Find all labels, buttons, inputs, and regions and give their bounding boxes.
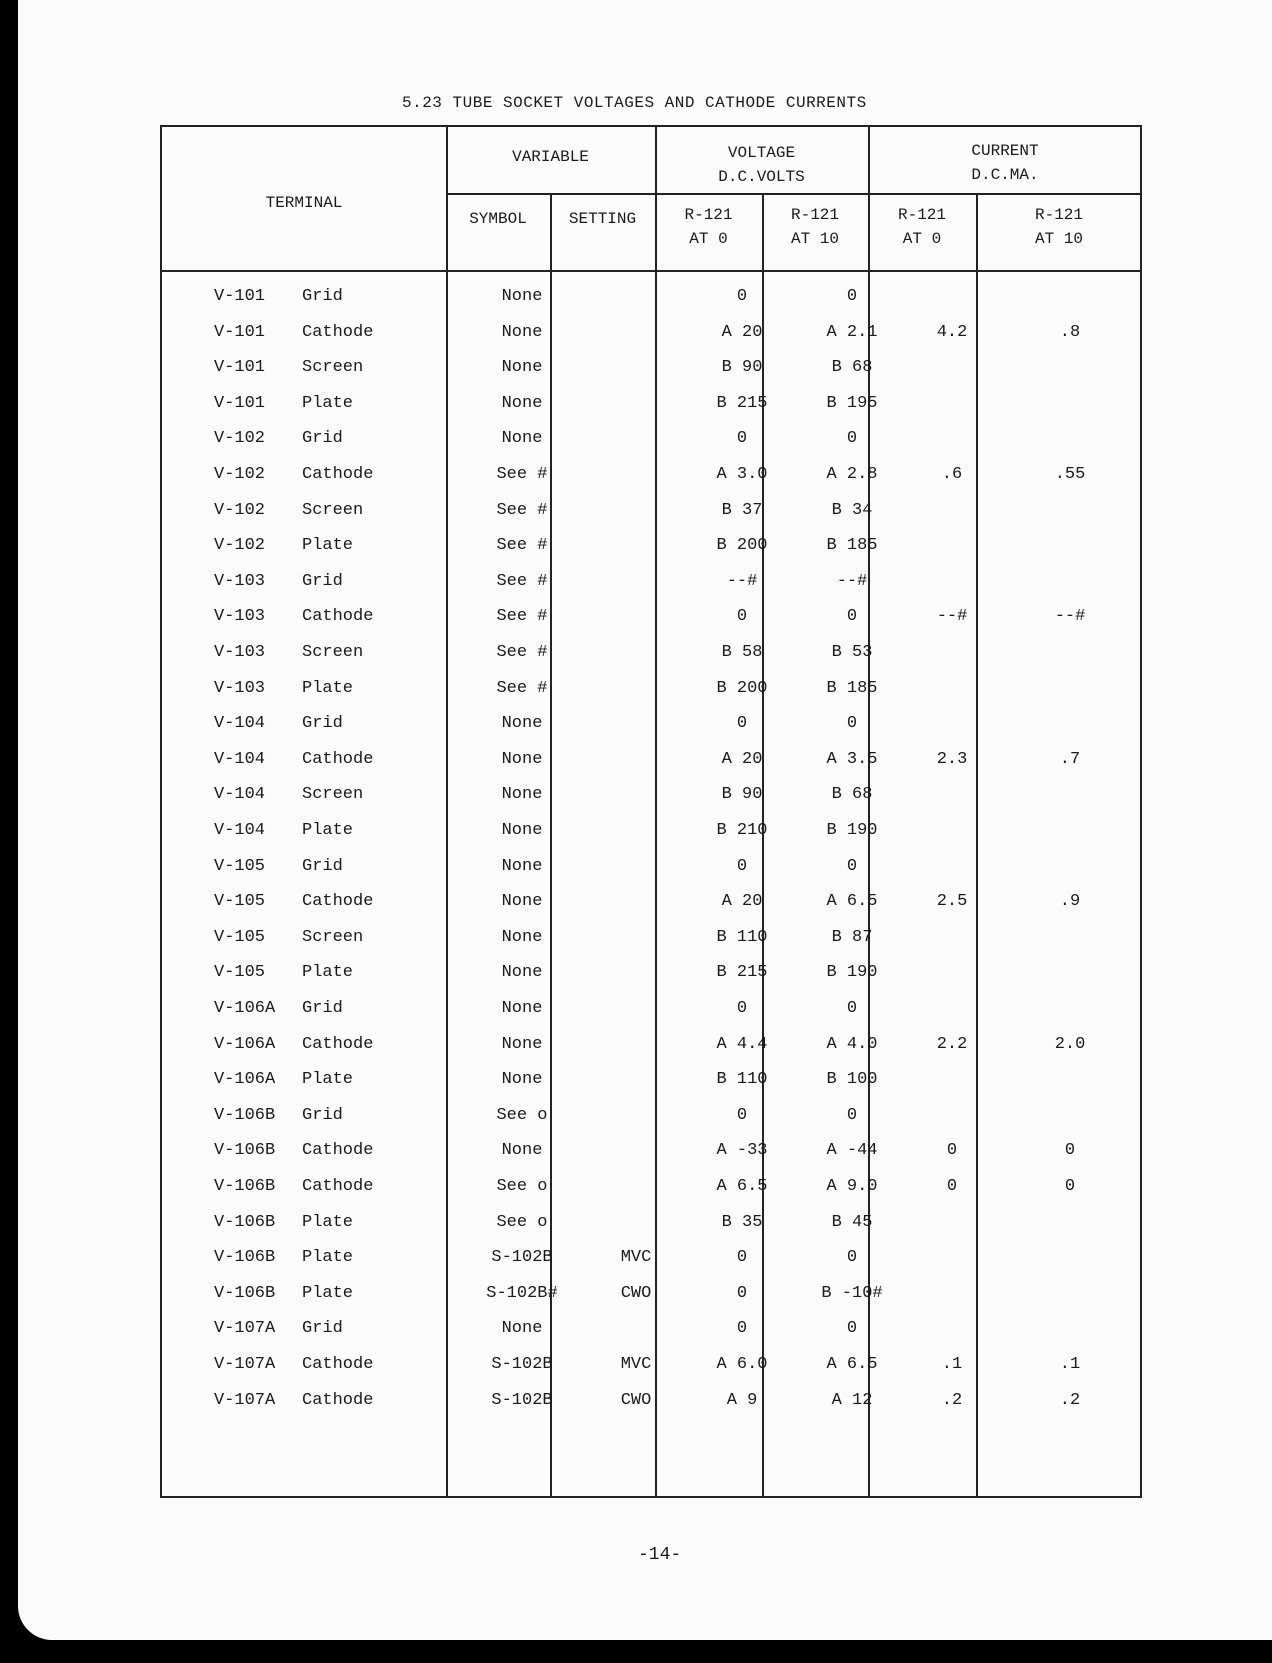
table-row [162,1391,1140,1428]
voltage-at-0-cell: B 110 [716,927,768,947]
table-row [162,465,1140,502]
symbol-cell: None [501,358,543,378]
terminal-element: Cathode [302,1177,374,1196]
voltage-at-0-cell: 0 [736,429,748,449]
voltage-at-10-cell: 0 [846,856,858,876]
current-at-10-cell: 0 [1064,1177,1076,1196]
terminal-tube: V-105 [214,963,266,983]
header-v0-at: AT 0 [689,230,728,248]
table-row [162,1319,1140,1356]
header-i0-at: AT 0 [902,230,942,248]
table-row [162,1284,1140,1321]
terminal-element: Screen [302,358,364,378]
symbol-cell: See # [496,607,548,627]
terminal-tube: V-101 [214,322,266,342]
table-row [162,536,1140,573]
terminal-tube: V-103 [214,643,266,662]
header-current-unit: D.C.MA. [971,166,1039,184]
current-at-0-cell: .1 [941,1355,963,1374]
table-row [162,1035,1140,1072]
current-at-0-cell: 0 [946,1141,958,1161]
terminal-element: Cathode [302,1355,374,1374]
table-row [162,1106,1140,1143]
terminal-tube: V-104 [214,785,266,805]
terminal-tube: V-101 [214,287,266,306]
voltage-at-0-cell: A 20 [721,322,763,342]
voltage-at-10-cell: A 9.0 [826,1177,878,1196]
voltage-at-10-cell: A -44 [826,1141,878,1161]
table-row [162,358,1140,395]
table-row [162,1070,1140,1107]
terminal-tube: V-103 [214,607,266,627]
terminal-tube: V-101 [214,358,266,378]
terminal-tube: V-103 [214,571,266,591]
symbol-cell: None [501,1319,543,1339]
terminal-tube: V-106A [214,999,276,1018]
voltage-at-0-cell: B 37 [721,500,763,520]
voltage-at-10-cell: B -10# [821,1283,883,1303]
terminal-element: Grid [302,287,343,306]
terminal-tube: V-107A [214,1390,276,1410]
current-at-10-cell: 0 [1064,1141,1076,1161]
terminal-element: Grid [302,1105,343,1125]
current-at-10-cell: .8 [1059,322,1081,342]
voltage-at-0-cell: B 200 [716,678,768,698]
voltage-at-0-cell: B 90 [721,785,763,805]
header-i10-label: R-121 [1034,206,1083,224]
terminal-tube: V-106A [214,1034,276,1054]
terminal-element: Plate [302,1283,354,1303]
terminal-element: Plate [302,821,354,840]
terminal-tube: V-107A [214,1355,276,1374]
terminal-element: Cathode [302,607,374,627]
terminal-tube: V-102 [214,536,266,556]
table-row [162,287,1140,324]
terminal-tube: V-106B [214,1141,276,1161]
voltage-at-10-cell: --# [836,571,868,591]
voltage-at-10-cell: B 68 [831,358,873,378]
document-page [18,0,1272,1640]
voltage-at-0-cell: B 200 [716,536,768,556]
voltage-at-0-cell: 0 [736,999,748,1018]
voltage-at-0-cell: 0 [736,1105,748,1125]
table-row [162,999,1140,1036]
voltage-at-0-cell: B 215 [716,963,768,983]
current-at-10-cell: .1 [1059,1355,1081,1374]
current-at-10-cell: .2 [1059,1390,1081,1410]
voltage-at-10-cell: A 4.0 [826,1034,878,1054]
table-row [162,963,1140,1000]
terminal-element: Plate [302,678,354,698]
terminal-tube: V-106B [214,1283,276,1303]
voltage-at-10-cell: A 6.5 [826,1355,878,1374]
terminal-element: Cathode [302,1034,374,1054]
terminal-tube: V-102 [214,500,266,520]
terminal-element: Cathode [302,892,374,912]
terminal-tube: V-104 [214,714,266,734]
voltage-at-10-cell: A 6.5 [826,892,878,912]
voltage-at-0-cell: 0 [736,287,748,306]
current-at-0-cell: .2 [941,1390,963,1410]
terminal-tube: V-106B [214,1177,276,1196]
header-v0-label: R-121 [684,206,733,224]
voltage-at-0-cell: A 6.0 [716,1355,768,1374]
terminal-element: Cathode [302,322,374,342]
terminal-element: Cathode [302,1390,374,1410]
voltage-at-10-cell: B 68 [831,785,873,805]
symbol-cell: See # [496,500,548,520]
table-row [162,1355,1140,1392]
terminal-element: Grid [302,856,343,876]
voltage-at-0-cell: 0 [736,1319,748,1339]
table-row [162,572,1140,609]
voltage-at-0-cell: 0 [736,714,748,734]
voltage-at-0-cell: 0 [736,1248,748,1268]
terminal-tube: V-102 [214,429,266,449]
symbol-cell: S-102B [491,1355,553,1374]
symbol-cell: None [501,1034,543,1054]
terminal-tube: V-105 [214,892,266,912]
header-terminal: TERMINAL [265,194,343,212]
terminal-element: Plate [302,536,354,556]
voltage-at-0-cell: B 110 [716,1070,768,1090]
terminal-element: Screen [302,785,364,805]
terminal-element: Cathode [302,1141,374,1161]
voltage-at-0-cell: A 9 [726,1390,758,1410]
voltage-at-10-cell: 0 [846,1319,858,1339]
terminal-element: Screen [302,643,364,662]
table-row [162,679,1140,716]
voltage-current-table [160,125,1142,1498]
symbol-cell: None [501,1070,543,1090]
symbol-cell: None [501,892,543,912]
terminal-element: Grid [302,714,343,734]
symbol-cell: None [501,821,543,840]
header-v10-label: R-121 [790,206,839,224]
voltage-at-0-cell: 0 [736,1283,748,1303]
symbol-cell: None [501,393,543,413]
setting-cell: CWO [620,1390,652,1410]
terminal-element: Grid [302,571,343,591]
table-row [162,1177,1140,1214]
voltage-at-0-cell: A 20 [721,749,763,769]
symbol-cell: None [501,963,543,983]
symbol-cell: See # [496,571,548,591]
terminal-tube: V-101 [214,393,266,413]
voltage-at-0-cell: A 6.5 [716,1177,768,1196]
terminal-element: Grid [302,429,343,449]
terminal-tube: V-105 [214,856,266,876]
header-bottom-line [162,270,1140,272]
voltage-at-10-cell: B 34 [831,500,873,520]
symbol-cell: S-102B# [486,1283,558,1303]
setting-cell: MVC [620,1355,652,1374]
voltage-at-10-cell: 0 [846,714,858,734]
voltage-at-10-cell: A 2.1 [826,322,878,342]
terminal-tube: V-106B [214,1212,276,1232]
voltage-at-0-cell: A -33 [716,1141,768,1161]
voltage-at-10-cell: B 185 [826,536,878,556]
symbol-cell: None [501,999,543,1018]
terminal-element: Plate [302,1212,354,1232]
voltage-at-10-cell: B 185 [826,678,878,698]
voltage-at-10-cell: B 100 [826,1070,878,1090]
symbol-cell: None [501,785,543,805]
terminal-tube: V-105 [214,927,266,947]
voltage-at-0-cell: A 3.0 [716,465,768,484]
voltage-at-10-cell: B 195 [826,393,878,413]
current-at-0-cell: 2.2 [936,1034,968,1054]
terminal-element: Plate [302,1070,354,1090]
header-v10-at: AT 10 [790,230,839,248]
current-at-0-cell: 2.3 [936,749,968,769]
header-subdivider [446,193,1140,195]
voltage-at-10-cell: 0 [846,1248,858,1268]
header-current: CURRENT [971,142,1039,160]
symbol-cell: See # [496,678,548,698]
terminal-element: Screen [302,500,364,520]
header-voltage-unit: D.C.VOLTS [718,168,805,186]
voltage-at-10-cell: B 190 [826,821,878,840]
terminal-tube: V-102 [214,465,266,484]
voltage-at-10-cell: 0 [846,429,858,449]
table-row [162,394,1140,431]
current-at-0-cell: 4.2 [936,322,968,342]
page-title: 5.23 TUBE SOCKET VOLTAGES AND CATHODE CURRENTS [402,94,867,112]
current-at-10-cell: 2.0 [1054,1034,1086,1054]
table-row [162,323,1140,360]
voltage-at-10-cell: B 87 [831,927,873,947]
table-row [162,1141,1140,1178]
symbol-cell: S-102B [491,1248,553,1268]
current-at-10-cell: .7 [1059,749,1081,769]
table-row [162,821,1140,858]
symbol-cell: None [501,1141,543,1161]
voltage-at-0-cell: A 4.4 [716,1034,768,1054]
table-row [162,607,1140,644]
symbol-cell: None [501,287,543,306]
header-symbol: SYMBOL [469,210,527,228]
symbol-cell: None [501,714,543,734]
symbol-cell: None [501,322,543,342]
voltage-at-0-cell: A 20 [721,892,763,912]
symbol-cell: None [501,749,543,769]
terminal-tube: V-106A [214,1070,276,1090]
current-at-10-cell: --# [1054,607,1086,627]
setting-cell: CWO [620,1283,652,1303]
symbol-cell: None [501,429,543,449]
voltage-at-10-cell: B 53 [831,643,873,662]
current-at-0-cell: 0 [946,1177,958,1196]
terminal-element: Plate [302,393,354,413]
table-row [162,857,1140,894]
header-voltage: VOLTAGE [727,144,796,162]
terminal-element: Plate [302,963,354,983]
voltage-at-0-cell: --# [726,571,758,591]
voltage-at-10-cell: 0 [846,287,858,306]
voltage-at-0-cell: B 210 [716,821,768,840]
terminal-tube: V-106B [214,1105,276,1125]
header-i0-label: R-121 [897,206,946,224]
symbol-cell: None [501,856,543,876]
table-row [162,501,1140,538]
voltage-at-0-cell: B 58 [721,643,763,662]
voltage-at-10-cell: 0 [846,607,858,627]
table-row [162,643,1140,680]
symbol-cell: See o [496,1177,548,1196]
voltage-at-0-cell: B 35 [721,1212,763,1232]
table-row [162,892,1140,929]
table-row [162,429,1140,466]
header-variable: VARIABLE [512,148,589,166]
symbol-cell: S-102B [491,1390,553,1410]
table-row [162,785,1140,822]
voltage-at-0-cell: 0 [736,856,748,876]
symbol-cell: See # [496,643,548,662]
voltage-at-0-cell: 0 [736,607,748,627]
voltage-at-10-cell: 0 [846,1105,858,1125]
symbol-cell: None [501,927,543,947]
terminal-element: Cathode [302,749,374,769]
voltage-at-0-cell: B 215 [716,393,768,413]
terminal-element: Cathode [302,465,374,484]
header-i10-at: AT 10 [1034,230,1083,248]
terminal-tube: V-103 [214,678,266,698]
symbol-cell: See # [496,536,548,556]
setting-cell: MVC [620,1248,652,1268]
table-row [162,714,1140,751]
page-number: -14- [638,1545,682,1565]
voltage-at-10-cell: A 2.8 [826,465,878,484]
current-at-0-cell: 2.5 [936,892,968,912]
terminal-element: Plate [302,1248,354,1268]
terminal-element: Screen [302,927,364,947]
voltage-at-10-cell: 0 [846,999,858,1018]
current-at-10-cell: .9 [1059,892,1081,912]
current-at-10-cell: .55 [1054,465,1086,484]
terminal-element: Grid [302,999,343,1018]
terminal-tube: V-104 [214,749,266,769]
table-row [162,750,1140,787]
voltage-at-10-cell: B 45 [831,1212,873,1232]
table-row [162,928,1140,965]
symbol-cell: See # [496,465,548,484]
voltage-at-10-cell: A 12 [831,1390,873,1410]
terminal-element: Grid [302,1319,343,1339]
symbol-cell: See o [496,1212,548,1232]
current-at-0-cell: --# [936,607,968,627]
terminal-tube: V-106B [214,1248,276,1268]
table-row [162,1213,1140,1250]
terminal-tube: V-104 [214,821,266,840]
current-at-0-cell: .6 [941,465,963,484]
voltage-at-0-cell: B 90 [721,358,763,378]
voltage-at-10-cell: A 3.5 [826,749,878,769]
table-row [162,1248,1140,1285]
header-setting: SETTING [568,210,637,228]
voltage-at-10-cell: B 190 [826,963,878,983]
symbol-cell: See o [496,1105,548,1125]
terminal-tube: V-107A [214,1319,276,1339]
